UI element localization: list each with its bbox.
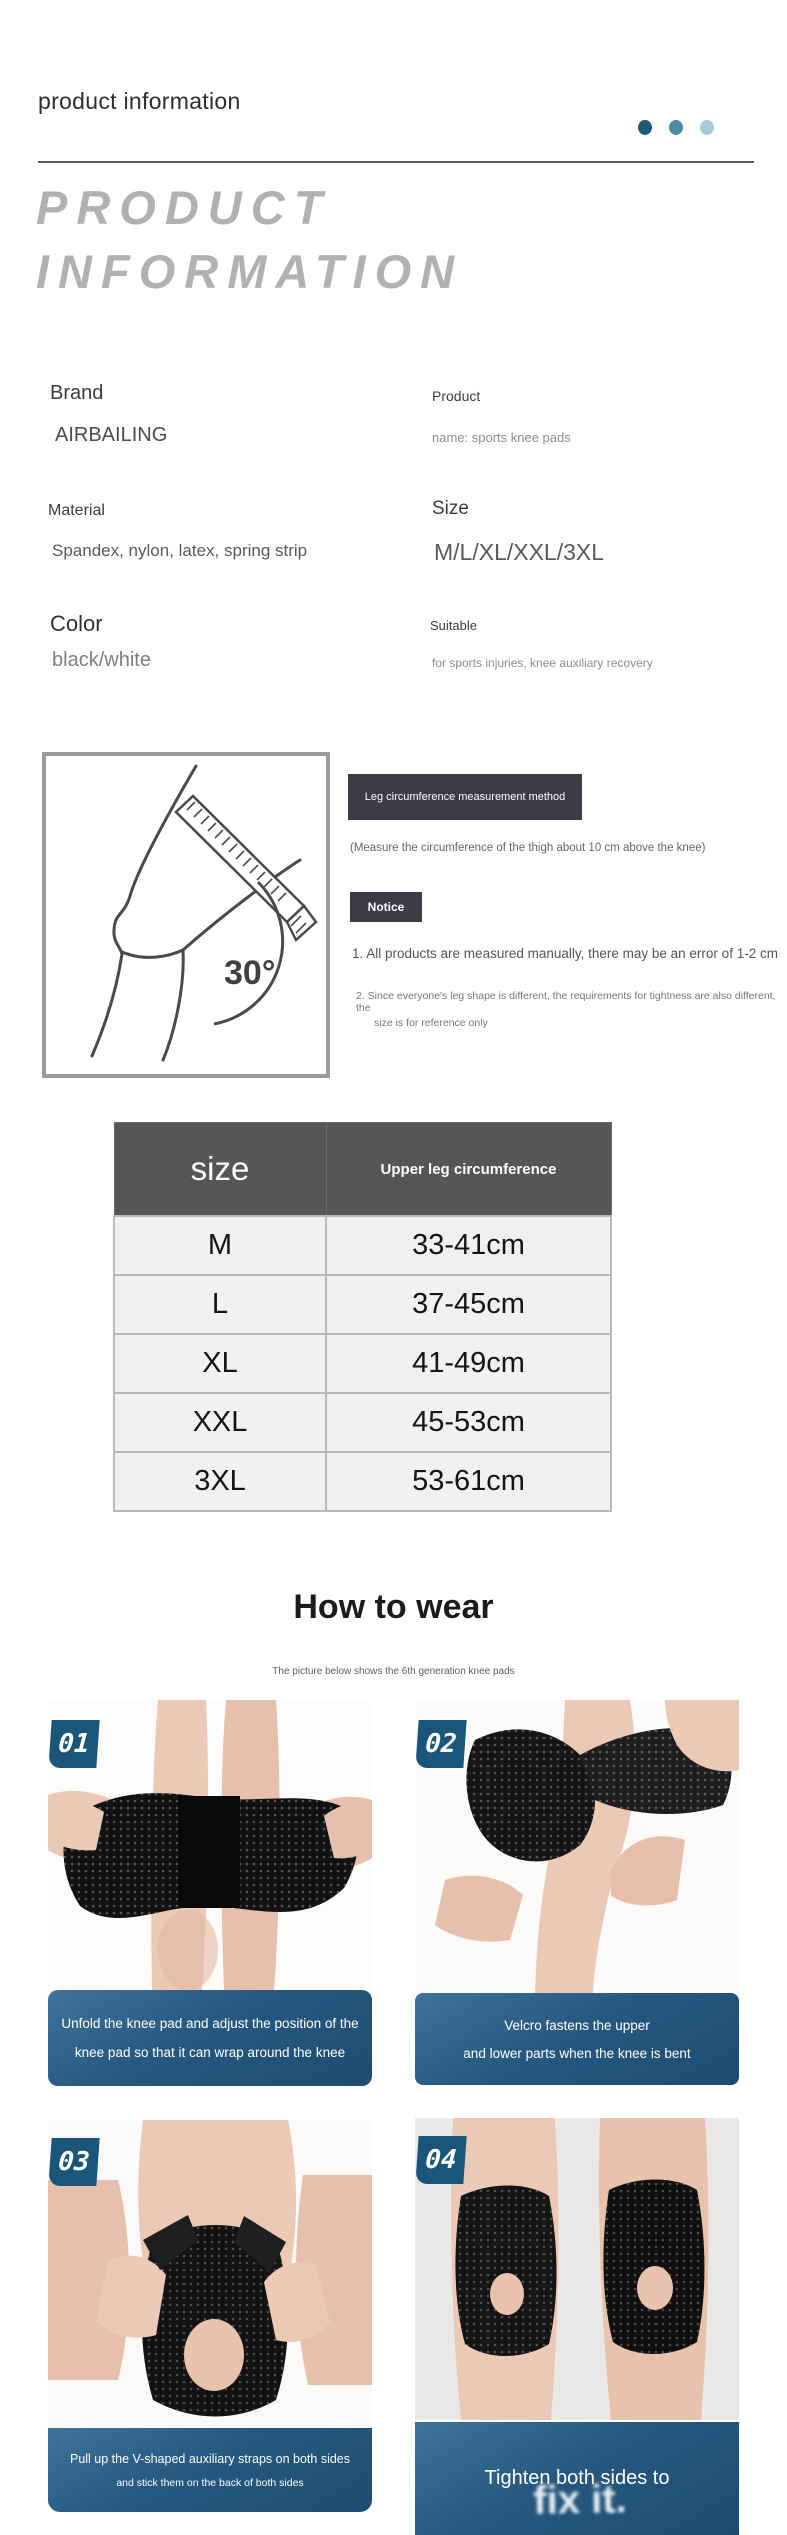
material-label: Material [48, 502, 105, 519]
step3-caption-line1: Pull up the V-shaped auxiliary straps on both sides [69, 2451, 351, 2466]
product-value: name: sports knee pads [432, 430, 571, 445]
size-cell: XL [114, 1334, 326, 1393]
step4-number-badge: 04 [415, 2136, 466, 2184]
step2-number-badge: 02 [415, 1720, 466, 1768]
size-cell: L [114, 1275, 326, 1334]
table-row [114, 1275, 611, 1334]
step1-number-badge: 01 [48, 1720, 99, 1768]
color-value: black/white [52, 649, 151, 671]
size-column-header: size [114, 1123, 326, 1217]
header-divider [38, 161, 754, 163]
watermark-line1: PRODUCT [36, 181, 332, 234]
pagination-dot-icon[interactable] [638, 120, 652, 135]
size-value: M/L/XL/XXL/3XL [434, 539, 605, 565]
angle-label: 30° [224, 954, 276, 992]
table-row [114, 1393, 611, 1452]
size-label: Size [432, 498, 469, 519]
table-row [114, 1334, 611, 1393]
material-value: Spandex, nylon, latex, spring strip [52, 541, 308, 560]
range-cell: 41-49cm [326, 1334, 611, 1393]
step4-caption-line1: Tighten both sides to [484, 2467, 670, 2489]
brand-label: Brand [50, 382, 104, 404]
size-cell: 3XL [114, 1452, 326, 1511]
table-row [114, 1216, 611, 1275]
step1-caption-line1: Unfold the knee pad and adjust the position of the [61, 2016, 359, 2031]
how-to-wear-subtitle: The picture below shows the 6th generation knee pads [272, 1666, 515, 1677]
bent-leg-diagram-icon [46, 756, 318, 1066]
step3-number-badge: 03 [48, 2138, 99, 2186]
size-table [113, 1122, 612, 1512]
suitable-label: Suitable [430, 618, 477, 633]
table-row [114, 1452, 611, 1511]
range-cell: 33-41cm [326, 1216, 611, 1275]
color-label: Color [50, 611, 103, 636]
pagination-dot-icon[interactable] [700, 120, 714, 135]
step2-caption-line2: and lower parts when the knee is bent [463, 2045, 691, 2061]
suitable-value: for sports injuries, knee auxiliary recovery [432, 656, 653, 670]
range-cell: 45-53cm [326, 1393, 611, 1452]
size-table-header-row [114, 1123, 611, 1217]
notice-button: Notice [350, 892, 422, 922]
circumference-column-header: Upper leg circumference [326, 1123, 611, 1217]
page-title: product information [38, 88, 241, 114]
step2-caption-line1: Velcro fastens the upper [504, 2017, 650, 2033]
notice-item-2-cont: size is for reference only [374, 1017, 488, 1029]
section-watermark-title [36, 176, 463, 304]
step2-caption [415, 1993, 739, 2085]
size-cell: M [114, 1216, 326, 1275]
pagination-dots[interactable] [638, 120, 714, 135]
watermark-line2: INFORMATION [36, 245, 464, 298]
step1-caption-line2: knee pad so that it can wrap around the knee [74, 2045, 346, 2060]
step3-caption-line2: and stick them on the back of both sides [116, 2476, 304, 2489]
size-cell: XXL [114, 1393, 326, 1452]
range-cell: 53-61cm [326, 1452, 611, 1511]
pagination-dot-icon[interactable] [669, 120, 683, 135]
notice-item-1: 1. All products are measured manually, there may be an error of 1-2 cm [352, 946, 778, 961]
brand-value: AIRBAILING [55, 424, 168, 446]
step3-caption [48, 2428, 372, 2512]
measurement-method-button: Leg circumference measurement method [348, 774, 582, 820]
how-to-wear-title: How to wear [293, 1588, 494, 1626]
leg-measurement-diagram [42, 752, 330, 1078]
photo-watermark: fix it. [532, 2477, 628, 2523]
range-cell: 37-45cm [326, 1275, 611, 1334]
measurement-method-note: (Measure the circumference of the thigh about 10 cm above the knee) [350, 842, 706, 854]
product-label: Product [432, 388, 481, 404]
notice-item-2: 2. Since everyone's leg shape is different, the requirements for tightness are also different, the [356, 990, 776, 1014]
step1-caption [48, 1990, 372, 2086]
